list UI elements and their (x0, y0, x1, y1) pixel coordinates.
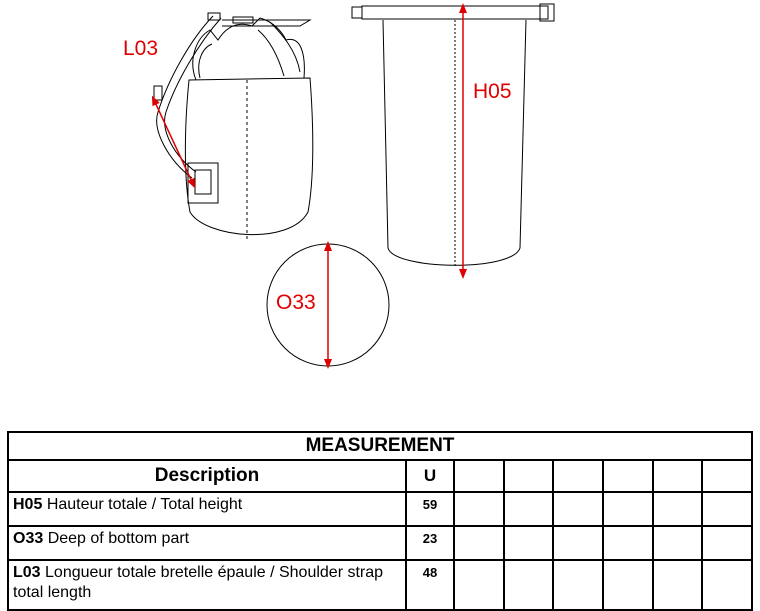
header-description: Description (8, 460, 406, 492)
empty-cell (653, 526, 703, 560)
measure-code: L03 (13, 564, 41, 581)
empty-cell (603, 560, 653, 610)
empty-cell (553, 560, 603, 610)
empty-cell (454, 492, 504, 526)
empty-cell (553, 526, 603, 560)
dimension-label-o33: O33 (276, 291, 316, 314)
bag-side-view (154, 13, 313, 240)
empty-cell (702, 560, 752, 610)
measure-value: 23 (406, 526, 454, 560)
empty-cell (603, 492, 653, 526)
measure-description: Deep of bottom part (47, 530, 190, 547)
table-title: MEASUREMENT (8, 432, 752, 460)
empty-cell (653, 492, 703, 526)
dimension-label-h05: H05 (473, 80, 512, 103)
bag-body-outline (185, 78, 312, 235)
empty-cell (504, 526, 554, 560)
empty-cell (504, 560, 554, 610)
measure-value: 48 (406, 560, 454, 610)
table-row (8, 526, 752, 560)
measurement-table (7, 431, 753, 611)
bag-front-view (352, 4, 554, 266)
rolled-top (193, 18, 305, 80)
measure-description: Hauteur totale / Total height (46, 496, 243, 513)
empty-cell (702, 460, 752, 492)
table-row (8, 560, 752, 610)
header-unit: U (406, 460, 454, 492)
empty-cell (702, 492, 752, 526)
empty-cell (504, 460, 554, 492)
measure-code: O33 (13, 530, 44, 547)
empty-cell (553, 492, 603, 526)
dimension-line-l03 (154, 100, 193, 184)
empty-cell (454, 460, 504, 492)
measure-description: Longueur totale bretelle épaule / Shoulder strap total length (13, 564, 384, 601)
empty-cell (702, 526, 752, 560)
empty-cell (603, 526, 653, 560)
dimension-label-l03: L03 (123, 37, 159, 60)
table-row (8, 492, 752, 526)
top-strap (362, 6, 548, 19)
empty-cell (454, 526, 504, 560)
empty-cell (454, 560, 504, 610)
empty-cell (653, 560, 703, 610)
shoulder-strap (157, 16, 213, 178)
measure-code: H05 (13, 496, 43, 513)
empty-cell (603, 460, 653, 492)
empty-cell (653, 460, 703, 492)
empty-cell (553, 460, 603, 492)
empty-cell (504, 492, 554, 526)
measure-value: 59 (406, 492, 454, 526)
